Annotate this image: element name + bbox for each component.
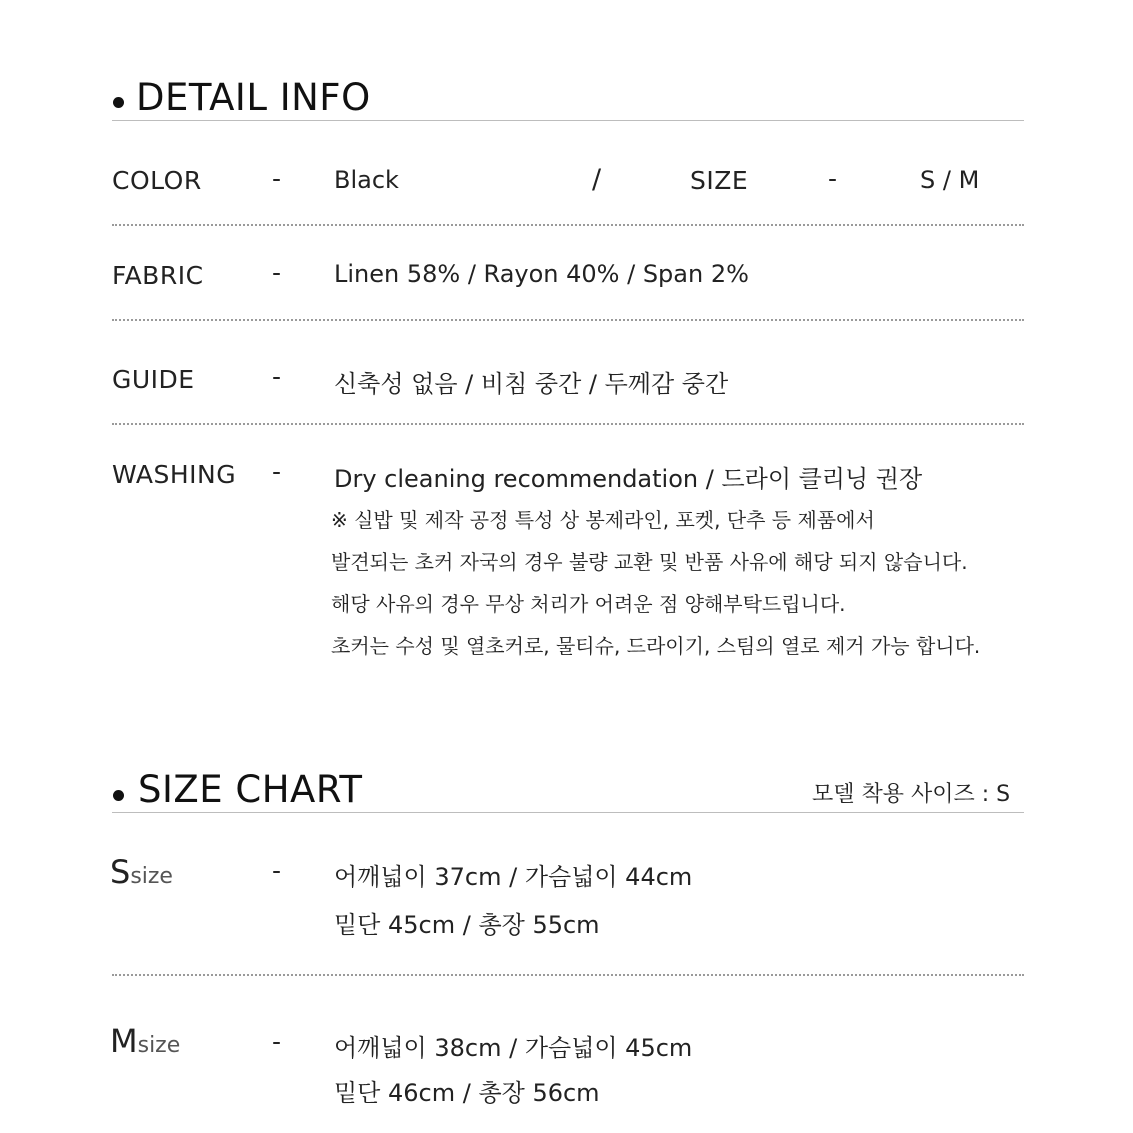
- bullet-dot: [113, 790, 124, 801]
- guide-dash: -: [272, 362, 282, 391]
- dotted-divider: [112, 224, 1024, 226]
- fabric-dash: -: [272, 258, 282, 287]
- size-value: S / M: [920, 166, 980, 194]
- dotted-divider: [112, 319, 1024, 321]
- size-letter: S: [110, 853, 131, 891]
- size-suffix: size: [130, 864, 173, 889]
- model-size-note: 모델 착용 사이즈 : S: [812, 782, 1011, 807]
- size-m-label: [110, 1022, 180, 1060]
- dotted-divider: [112, 423, 1024, 425]
- size-s-measure-2: 밑단 45cm / 총장 55cm: [334, 911, 600, 939]
- size-s-dash: -: [272, 856, 282, 885]
- size-m-dash: -: [272, 1027, 282, 1056]
- size-dash: -: [828, 164, 838, 193]
- size-label: SIZE: [690, 166, 749, 195]
- washing-label: WASHING: [112, 460, 237, 489]
- washing-note: 초커는 수성 및 열초커로, 물티슈, 드라이기, 스팀의 열로 제거 가능 합니다.: [331, 634, 981, 658]
- size-s-measure-1: 어깨넓이 37cm / 가슴넓이 44cm: [334, 863, 693, 891]
- size-chart-heading: SIZE CHART: [138, 768, 363, 811]
- detail-info-heading: DETAIL INFO: [136, 76, 371, 119]
- bullet-dot: [113, 97, 124, 108]
- size-letter: M: [110, 1022, 138, 1060]
- size-m-measure-1: 어깨넓이 38cm / 가슴넓이 45cm: [334, 1034, 693, 1062]
- size-suffix: size: [137, 1033, 181, 1058]
- size-m-measure-2: 밑단 46cm / 총장 56cm: [334, 1079, 600, 1107]
- washing-value: Dry cleaning recommendation / 드라이 클리닝 권장: [334, 465, 923, 493]
- size-s-label: [110, 853, 173, 891]
- guide-label: GUIDE: [112, 365, 195, 394]
- washing-note: ※ 실밥 및 제작 공정 특성 상 봉제라인, 포켓, 단추 등 제품에서: [331, 508, 875, 532]
- fabric-label: FABRIC: [112, 261, 204, 290]
- guide-value: 신축성 없음 / 비침 중간 / 두께감 중간: [334, 370, 729, 398]
- color-value: Black: [334, 166, 399, 194]
- fabric-value: Linen 58% / Rayon 40% / Span 2%: [334, 260, 749, 288]
- washing-note: 해당 사유의 경우 무상 처리가 어려운 점 양해부탁드립니다.: [331, 592, 846, 616]
- color-label: COLOR: [112, 166, 202, 195]
- heading-rule: [112, 812, 1024, 813]
- washing-dash: -: [272, 457, 282, 486]
- dotted-divider: [112, 974, 1024, 976]
- row-divider: /: [592, 164, 602, 195]
- color-dash: -: [272, 164, 282, 193]
- washing-note: 발견되는 초커 자국의 경우 불량 교환 및 반품 사유에 해당 되지 않습니다.: [331, 550, 968, 574]
- heading-rule: [112, 120, 1024, 121]
